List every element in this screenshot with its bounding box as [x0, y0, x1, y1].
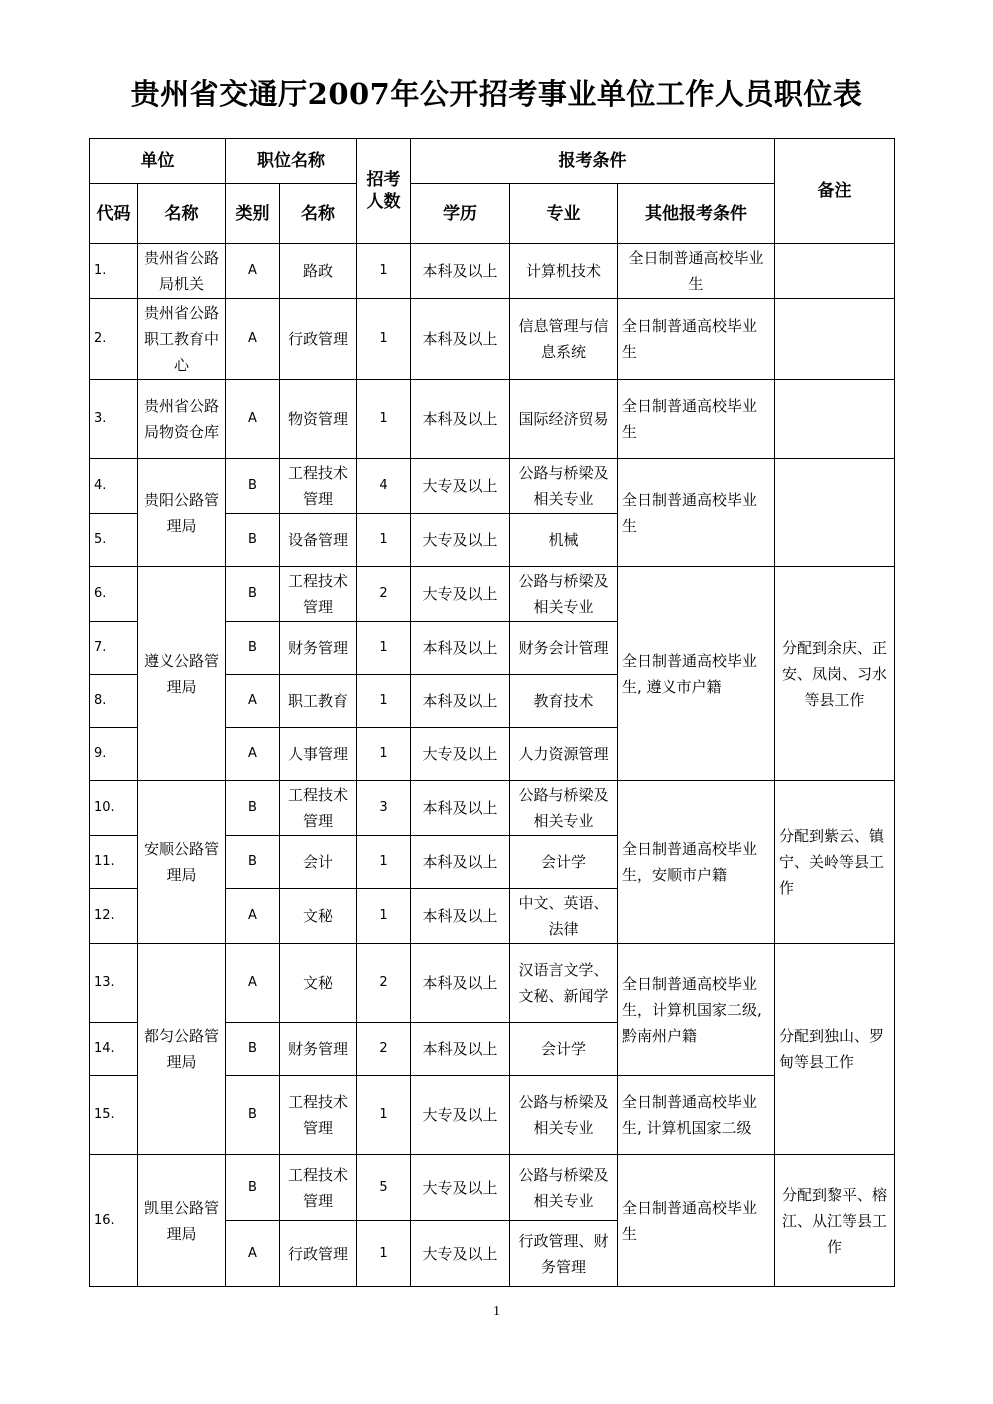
- major: 计算机技术: [510, 244, 618, 299]
- other-conditions: 全日制普通高校毕业生，安顺市户籍: [618, 781, 775, 944]
- unit-name: 安顺公路管理局: [138, 781, 226, 944]
- position-name: 工程技术管理: [280, 1155, 357, 1221]
- major: 公路与桥梁及相关专业: [510, 1076, 618, 1155]
- row-code: 14.: [90, 1023, 138, 1076]
- remark: 分配到独山、罗甸等县工作: [775, 944, 895, 1155]
- major: 会计学: [510, 1023, 618, 1076]
- education: 大专及以上: [411, 1221, 510, 1287]
- row-code: 12.: [90, 889, 138, 944]
- row-code: 15.: [90, 1076, 138, 1155]
- other-conditions: 全日制普通高校毕业生: [618, 459, 775, 567]
- education: 本科及以上: [411, 836, 510, 889]
- header-education: 学历: [411, 184, 510, 244]
- row-code: 5.: [90, 514, 138, 567]
- category: A: [226, 944, 280, 1023]
- header-position: 职位名称: [226, 139, 357, 184]
- row-code: 1.: [90, 244, 138, 299]
- other-conditions: 全日制普通高校毕业生，计算机国家二级, 黔南州户籍: [618, 944, 775, 1076]
- header-conditions: 报考条件: [411, 139, 775, 184]
- count: 5: [357, 1155, 411, 1221]
- major: 中文、英语、法律: [510, 889, 618, 944]
- unit-name: 遵义公路管理局: [138, 567, 226, 781]
- position-name: 文秘: [280, 944, 357, 1023]
- header-unit-name: 名称: [138, 184, 226, 244]
- education: 大专及以上: [411, 459, 510, 514]
- education: 本科及以上: [411, 944, 510, 1023]
- unit-name: 贵州省公路职工教育中心: [138, 299, 226, 380]
- row-code: 10.: [90, 781, 138, 836]
- education: 本科及以上: [411, 244, 510, 299]
- count: 2: [357, 1023, 411, 1076]
- category: A: [226, 889, 280, 944]
- count: 1: [357, 728, 411, 781]
- major: 公路与桥梁及相关专业: [510, 459, 618, 514]
- position-name: 工程技术管理: [280, 459, 357, 514]
- count: 1: [357, 244, 411, 299]
- count: 1: [357, 1076, 411, 1155]
- position-name: 文秘: [280, 889, 357, 944]
- position-name: 财务管理: [280, 622, 357, 675]
- row-code: 7.: [90, 622, 138, 675]
- unit-name: 凯里公路管理局: [138, 1155, 226, 1287]
- header-unit: 单位: [90, 139, 226, 184]
- major: 公路与桥梁及相关专业: [510, 1155, 618, 1221]
- major: 会计学: [510, 836, 618, 889]
- education: 大专及以上: [411, 728, 510, 781]
- remark: [775, 299, 895, 380]
- other-conditions: 全日制普通高校毕业生: [618, 244, 775, 299]
- row-code: 11.: [90, 836, 138, 889]
- row-code: 6.: [90, 567, 138, 622]
- position-name: 行政管理: [280, 1221, 357, 1287]
- major: 信息管理与信息系统: [510, 299, 618, 380]
- education: 大专及以上: [411, 514, 510, 567]
- other-conditions: 全日制普通高校毕业生: [618, 380, 775, 459]
- unit-name: 贵阳公路管理局: [138, 459, 226, 567]
- position-name: 工程技术管理: [280, 567, 357, 622]
- position-name: 行政管理: [280, 299, 357, 380]
- header-code: 代码: [90, 184, 138, 244]
- count: 4: [357, 459, 411, 514]
- other-conditions: 全日制普通高校毕业生, 计算机国家二级: [618, 1076, 775, 1155]
- other-conditions: 全日制普通高校毕业生: [618, 299, 775, 380]
- major: 机械: [510, 514, 618, 567]
- remark: 分配到黎平、榕江、从江等县工作: [775, 1155, 895, 1287]
- header-count: 招考人数: [357, 139, 411, 244]
- row-code: 4.: [90, 459, 138, 514]
- remark: [775, 380, 895, 459]
- category: A: [226, 299, 280, 380]
- other-conditions: 全日制普通高校毕业生: [618, 1155, 775, 1287]
- header-other: 其他报考条件: [618, 184, 775, 244]
- major: 汉语言文学、文秘、新闻学: [510, 944, 618, 1023]
- category: A: [226, 244, 280, 299]
- major: 人力资源管理: [510, 728, 618, 781]
- position-name: 路政: [280, 244, 357, 299]
- header-category: 类别: [226, 184, 280, 244]
- count: 2: [357, 944, 411, 1023]
- row-code: 13.: [90, 944, 138, 1023]
- category: A: [226, 675, 280, 728]
- category: A: [226, 728, 280, 781]
- category: B: [226, 459, 280, 514]
- category: B: [226, 1023, 280, 1076]
- row-code: 9.: [90, 728, 138, 781]
- count: 3: [357, 781, 411, 836]
- header-major: 专业: [510, 184, 618, 244]
- major: 财务会计管理: [510, 622, 618, 675]
- positions-table: [89, 138, 895, 1287]
- unit-name: 贵州省公路局机关: [138, 244, 226, 299]
- position-name: 会计: [280, 836, 357, 889]
- position-name: 设备管理: [280, 514, 357, 567]
- category: B: [226, 567, 280, 622]
- category: B: [226, 1155, 280, 1221]
- major: 公路与桥梁及相关专业: [510, 781, 618, 836]
- category: A: [226, 380, 280, 459]
- category: B: [226, 781, 280, 836]
- major: 行政管理、财务管理: [510, 1221, 618, 1287]
- major: 教育技术: [510, 675, 618, 728]
- count: 1: [357, 514, 411, 567]
- count: 1: [357, 299, 411, 380]
- category: A: [226, 1221, 280, 1287]
- position-name: 工程技术管理: [280, 781, 357, 836]
- row-code: 16.: [90, 1155, 138, 1287]
- remark: [775, 459, 895, 567]
- row-code: 3.: [90, 380, 138, 459]
- position-name: 物资管理: [280, 380, 357, 459]
- education: 本科及以上: [411, 781, 510, 836]
- education: 本科及以上: [411, 299, 510, 380]
- header-position-name: 名称: [280, 184, 357, 244]
- category: B: [226, 622, 280, 675]
- row-code: 8.: [90, 675, 138, 728]
- education: 大专及以上: [411, 567, 510, 622]
- count: 1: [357, 836, 411, 889]
- major: 公路与桥梁及相关专业: [510, 567, 618, 622]
- education: 大专及以上: [411, 1076, 510, 1155]
- count: 1: [357, 380, 411, 459]
- education: 本科及以上: [411, 675, 510, 728]
- other-conditions: 全日制普通高校毕业生, 遵义市户籍: [618, 567, 775, 781]
- position-name: 职工教育: [280, 675, 357, 728]
- count: 1: [357, 889, 411, 944]
- count: 1: [357, 675, 411, 728]
- remark: [775, 244, 895, 299]
- education: 本科及以上: [411, 889, 510, 944]
- category: B: [226, 514, 280, 567]
- count: 1: [357, 622, 411, 675]
- category: B: [226, 836, 280, 889]
- header-remarks: 备注: [775, 139, 895, 244]
- row-code: 2.: [90, 299, 138, 380]
- education: 大专及以上: [411, 1155, 510, 1221]
- count: 2: [357, 567, 411, 622]
- position-name: 工程技术管理: [280, 1076, 357, 1155]
- remark: 分配到余庆、正安、凤岗、习水等县工作: [775, 567, 895, 781]
- page-number: 1: [493, 1304, 500, 1319]
- position-name: 人事管理: [280, 728, 357, 781]
- document-title: 贵州省交通厅2007年公开招考事业单位工作人员职位表: [130, 77, 863, 111]
- category: B: [226, 1076, 280, 1155]
- education: 本科及以上: [411, 380, 510, 459]
- education: 本科及以上: [411, 1023, 510, 1076]
- position-name: 财务管理: [280, 1023, 357, 1076]
- remark: 分配到紫云、镇宁、关岭等县工作: [775, 781, 895, 944]
- education: 本科及以上: [411, 622, 510, 675]
- major: 国际经济贸易: [510, 380, 618, 459]
- unit-name: 都匀公路管理局: [138, 944, 226, 1155]
- unit-name: 贵州省公路局物资仓库: [138, 380, 226, 459]
- count: 1: [357, 1221, 411, 1287]
